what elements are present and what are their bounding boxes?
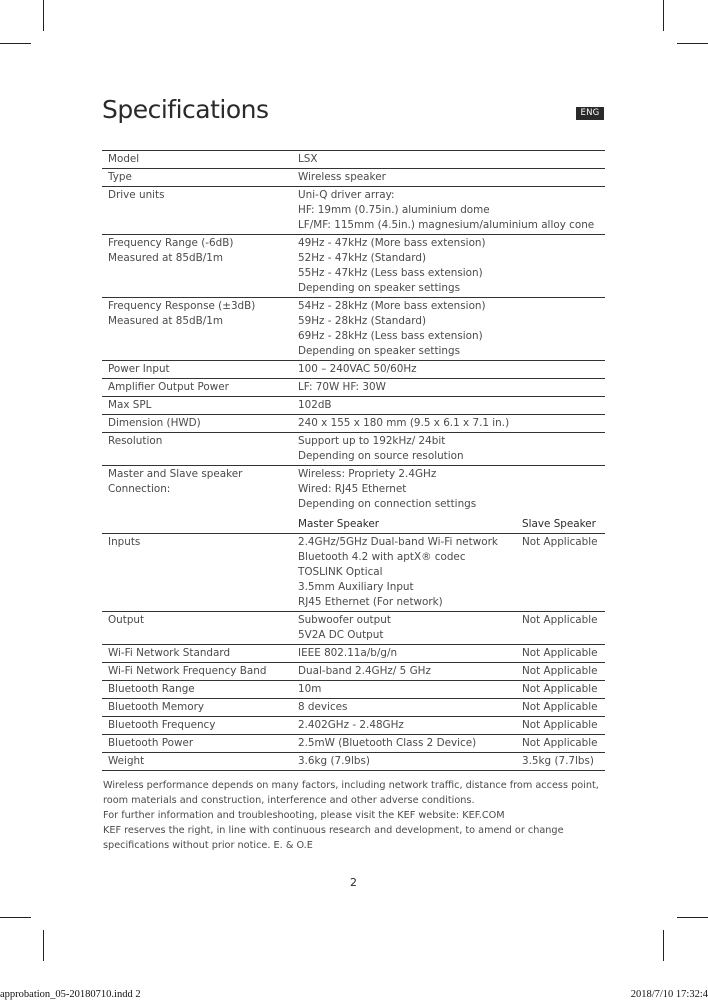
slave-value: Not Applicable [516, 663, 605, 681]
table-row [102, 717, 605, 735]
table-row [102, 612, 605, 645]
table-row [102, 699, 605, 717]
spec-label: Weight [102, 753, 292, 771]
cell-line: 59Hz - 28kHz (Standard) [298, 315, 427, 327]
cell-line: LF/MF: 115mm (4.5in.) magnesium/aluminium alloy cone [298, 219, 595, 231]
table-row [102, 645, 605, 663]
cell-line: Depending on speaker settings [298, 282, 460, 294]
master-speaker-header: Master Speaker [292, 513, 516, 534]
crop-mark [663, 930, 664, 961]
spec-label: Bluetooth Memory [102, 699, 292, 717]
spec-label [102, 433, 292, 466]
spec-label [102, 415, 292, 433]
cell-line: TOSLINK Optical [298, 566, 383, 578]
cell-line: Wireless speaker [298, 171, 386, 183]
table-row [102, 681, 605, 699]
spec-value [292, 466, 605, 514]
note-further-information: For further information and troubleshooting, please visit the KEF website: KEF.COM [103, 810, 505, 821]
crop-mark [43, 0, 44, 31]
master-value [292, 681, 516, 699]
spec-value [292, 397, 605, 415]
spec-value [292, 415, 605, 433]
table-row [102, 151, 605, 169]
cell-line: Measured at 85dB/1m [108, 315, 223, 327]
master-value [292, 534, 516, 612]
cell-line: Depending on source resolution [298, 450, 464, 462]
slave-value: Not Applicable [516, 681, 605, 699]
note-reserves-right: KEF reserves the right, in line with continuous research and development, to amend or change specifications without prior notice. E. & O.E [103, 825, 564, 851]
cell-line: Depending on connection settings [298, 498, 477, 510]
spec-label [102, 361, 292, 379]
table-row [102, 735, 605, 753]
master-value [292, 612, 516, 645]
table-row [102, 379, 605, 397]
cell-line: 52Hz - 47kHz (Standard) [298, 252, 427, 264]
crop-mark [677, 917, 708, 918]
page-title: Specifications [102, 95, 269, 124]
speaker-column-header-row [102, 513, 605, 534]
cell-line: Frequency Range (-6dB) [108, 237, 234, 249]
table-row [102, 187, 605, 235]
crop-mark [663, 0, 664, 31]
table-row [102, 433, 605, 466]
spec-label: Wi-Fi Network Standard [102, 645, 292, 663]
crop-mark [0, 43, 31, 44]
master-value [292, 753, 516, 771]
crop-mark [677, 43, 708, 44]
cell-line: 240 x 155 x 180 mm (9.5 x 6.1 x 7.1 in.) [298, 417, 510, 429]
spec-label [102, 466, 292, 514]
spec-label [102, 169, 292, 187]
master-value [292, 699, 516, 717]
spec-label [102, 397, 292, 415]
cell-line: Uni-Q driver array: [298, 189, 395, 201]
notes [103, 778, 603, 853]
spec-value [292, 379, 605, 397]
cell-line: Measured at 85dB/1m [108, 252, 223, 264]
cell-line: LF: 70W HF: 30W [298, 381, 386, 393]
master-value [292, 717, 516, 735]
table-row [102, 397, 605, 415]
slave-value: Not Applicable [516, 534, 605, 612]
cell-line: Master and Slave speaker [108, 468, 243, 480]
cell-line: Model [108, 153, 140, 165]
table-row [102, 298, 605, 361]
cell-line: Type [108, 171, 132, 183]
spec-label: Output [102, 612, 292, 645]
spec-label [102, 151, 292, 169]
cell-line: Drive units [108, 189, 165, 201]
table-row [102, 415, 605, 433]
cell-line: Dual-band 2.4GHz/ 5 GHz [298, 665, 431, 677]
spec-label: Inputs [102, 534, 292, 612]
spec-label [102, 187, 292, 235]
cell-line: Wireless: Propriety 2.4GHz [298, 468, 437, 480]
cell-line: Bluetooth 4.2 with aptX® codec [298, 551, 466, 563]
cell-line: HF: 19mm (0.75in.) aluminium dome [298, 204, 490, 216]
cell-line: Resolution [108, 435, 163, 447]
cell-line: Frequency Response (±3dB) [108, 300, 256, 312]
cell-line: Support up to 192kHz/ 24bit [298, 435, 446, 447]
spec-value [292, 151, 605, 169]
cell-line: 3.6kg (7.9lbs) [298, 755, 370, 767]
empty-header-cell [102, 513, 292, 534]
note-wireless-performance: Wireless performance depends on many factors, including network traffic, distance from access point, room materials and construction, interference and other adverse conditions. [103, 780, 599, 806]
spec-value [292, 235, 605, 298]
table-row [102, 753, 605, 771]
cell-line: 54Hz - 28kHz (More bass extension) [298, 300, 486, 312]
table-row [102, 235, 605, 298]
cell-line: 10m [298, 683, 322, 695]
cell-line: RJ45 Ethernet (For network) [298, 596, 443, 608]
cell-line: Max SPL [108, 399, 152, 411]
spec-label: Bluetooth Range [102, 681, 292, 699]
cell-line: Wired: RJ45 Ethernet [298, 483, 407, 495]
master-value [292, 663, 516, 681]
cell-line: IEEE 802.11a/b/g/n [298, 647, 398, 659]
spec-label: Bluetooth Power [102, 735, 292, 753]
spec-value [292, 298, 605, 361]
cell-line: 2.5mW (Bluetooth Class 2 Device) [298, 737, 477, 749]
specifications-table [102, 150, 605, 771]
spec-value [292, 169, 605, 187]
language-badge: ENG [576, 107, 604, 120]
slave-value: Not Applicable [516, 645, 605, 663]
spec-value [292, 187, 605, 235]
cell-line: 2.4GHz/5GHz Dual-band Wi-Fi network [298, 536, 498, 548]
table-row [102, 663, 605, 681]
cell-line: 69Hz - 28kHz (Less bass extension) [298, 330, 483, 342]
cell-line: 5V2A DC Output [298, 629, 384, 641]
slave-value: Not Applicable [516, 735, 605, 753]
spec-label [102, 298, 292, 361]
cell-line: 55Hz - 47kHz (Less bass extension) [298, 267, 483, 279]
table-row [102, 169, 605, 187]
spec-label: Wi-Fi Network Frequency Band [102, 663, 292, 681]
cell-line: 102dB [298, 399, 332, 411]
slave-value: Not Applicable [516, 717, 605, 735]
cell-line: Depending on speaker settings [298, 345, 460, 357]
slave-value: Not Applicable [516, 612, 605, 645]
table-row [102, 361, 605, 379]
slave-speaker-header: Slave Speaker [516, 513, 605, 534]
table-row [102, 466, 605, 514]
cell-line: 100 – 240VAC 50/60Hz [298, 363, 417, 375]
master-value [292, 645, 516, 663]
cell-line: 2.402GHz - 2.48GHz [298, 719, 404, 731]
spec-label: Bluetooth Frequency [102, 717, 292, 735]
spec-value [292, 433, 605, 466]
master-value [292, 735, 516, 753]
crop-mark [43, 930, 44, 961]
cell-line: LSX [298, 153, 318, 165]
slave-value: 3.5kg (7.7lbs) [516, 753, 605, 771]
cell-line: 3.5mm Auxiliary Input [298, 581, 414, 593]
slave-value: Not Applicable [516, 699, 605, 717]
slug-filename: approbation_05-20180710.indd 2 [0, 989, 141, 1000]
cell-line: 8 devices [298, 701, 348, 713]
page-number: 2 [350, 876, 357, 889]
spec-label [102, 379, 292, 397]
cell-line: Connection: [108, 483, 171, 495]
cell-line: Power Input [108, 363, 170, 375]
cell-line: Subwoofer output [298, 614, 391, 626]
crop-mark [0, 917, 31, 918]
spec-value [292, 361, 605, 379]
spec-label [102, 235, 292, 298]
table-row [102, 534, 605, 612]
cell-line: Amplifier Output Power [108, 381, 229, 393]
slug-timestamp: 2018/7/10 17:32:4 [630, 989, 708, 1000]
cell-line: Dimension (HWD) [108, 417, 201, 429]
cell-line: 49Hz - 47kHz (More bass extension) [298, 237, 486, 249]
